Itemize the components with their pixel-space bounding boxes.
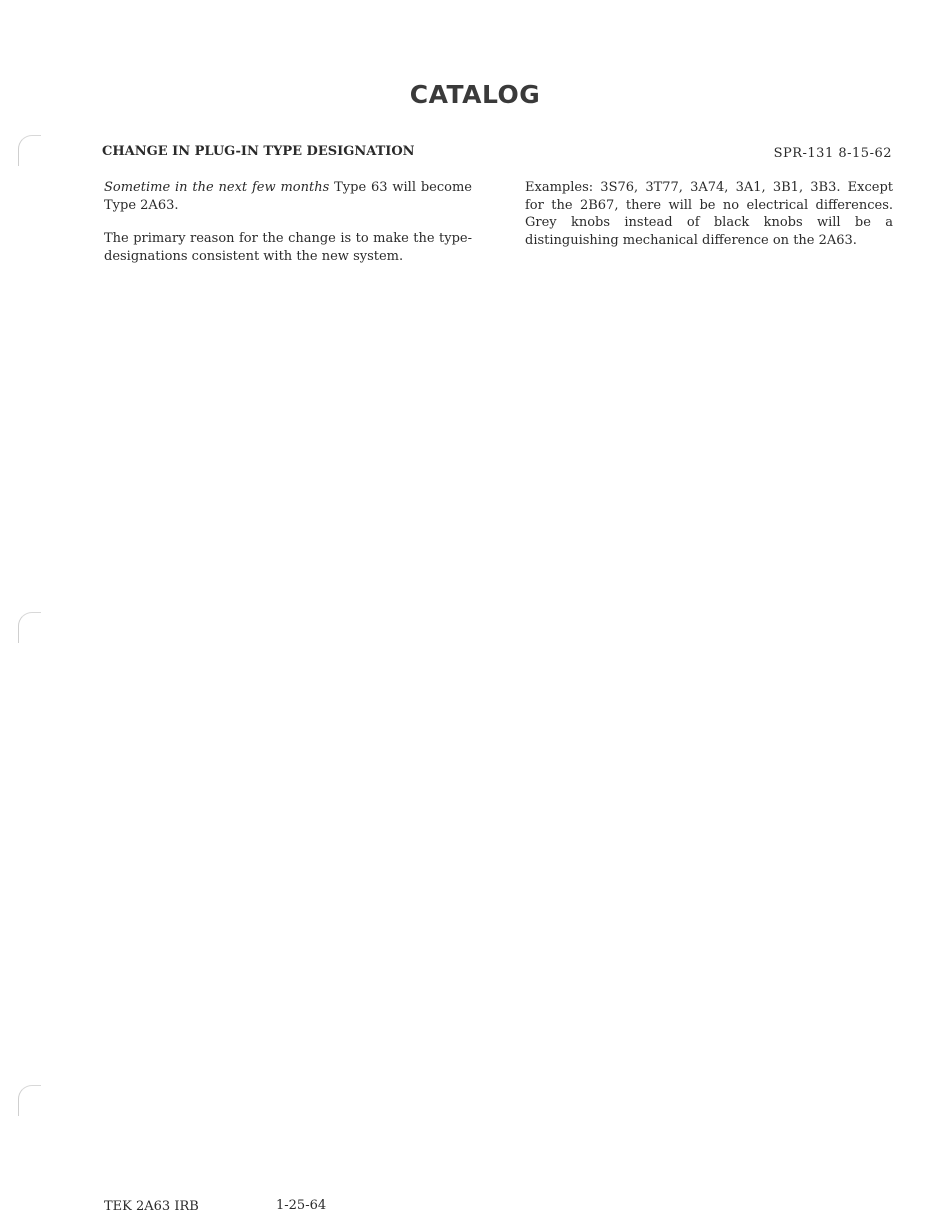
left-paragraph-1 [104,179,472,214]
page-title: CATALOG [409,80,541,109]
section-heading: CHANGE IN PLUG-IN TYPE DESIGNATION [102,144,415,159]
reference-number: SPR-131 8-15-62 [773,146,892,161]
left-column [104,179,472,281]
binder-hole-mark-middle [18,612,41,643]
binder-hole-mark-bottom [18,1085,41,1116]
italic-intro: Sometime in the next few months [104,180,330,195]
footer-date: 1-25-64 [276,1198,327,1213]
right-paragraph-1: Examples: 3S76, 3T77, 3A74, 3A1, 3B1, 3B3. Except for the 2B67, there will be no electrical differences. Grey knobs instead of black knobs will be a distinguishing mechanical difference on the 2A63. [525,180,893,248]
binder-hole-mark-top [18,135,41,166]
right-column [525,179,893,265]
footer-document-id: TEK 2A63 IRB [104,1199,199,1214]
paragraph-text: Type 63 will become Type 2A63. [104,180,472,213]
left-paragraph-2: The primary reason for the change is to make the type-designations consistent with the new system. [104,231,472,264]
